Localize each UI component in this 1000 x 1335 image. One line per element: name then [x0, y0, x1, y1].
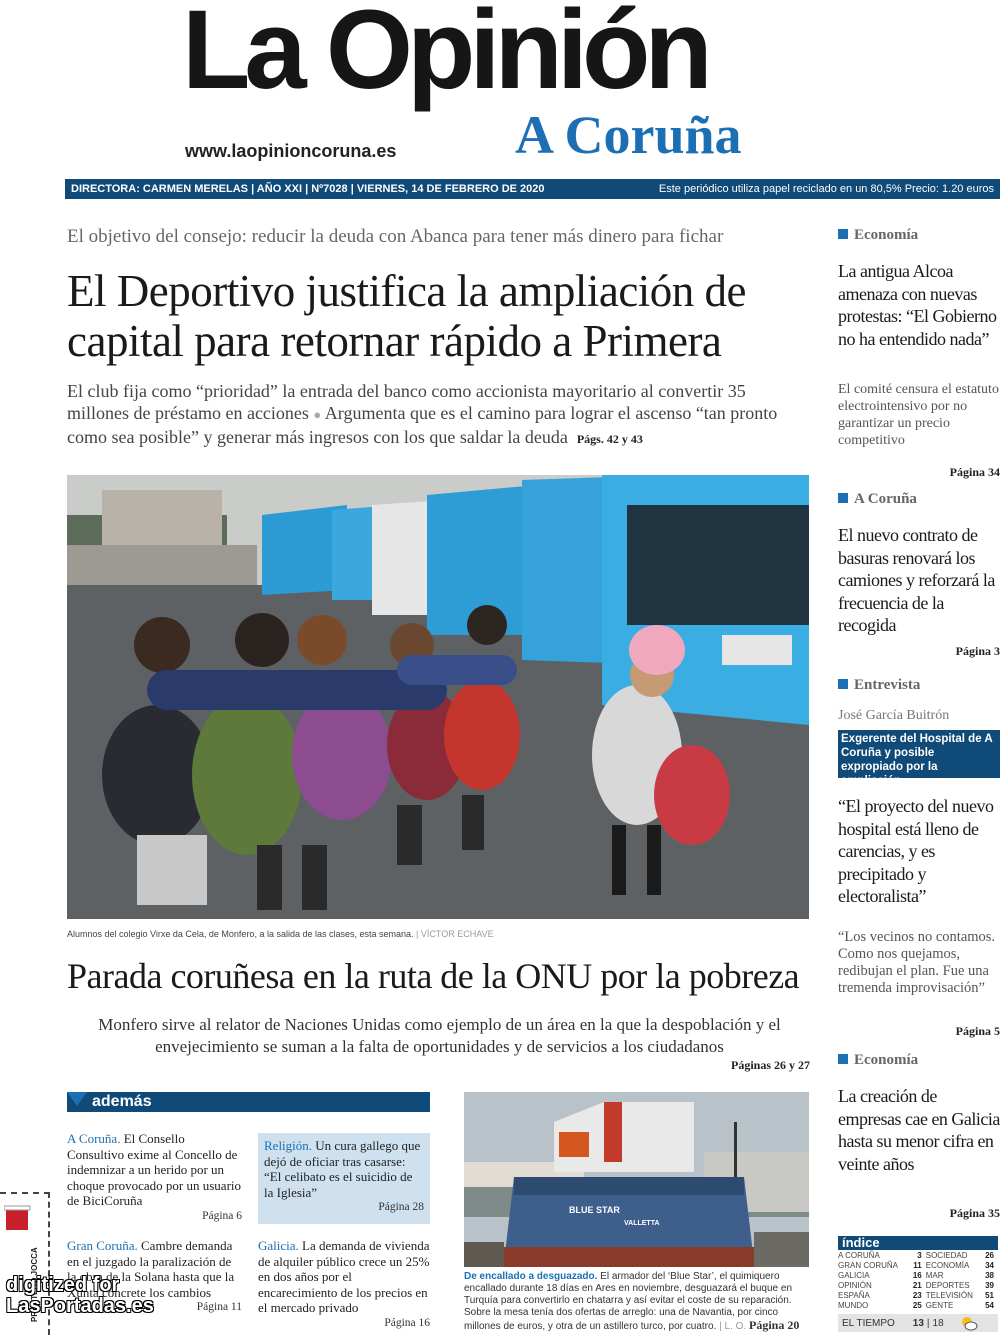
- interview-headline[interactable]: “El proyecto del nuevo hospital está lleno de carencias, y es precipitado y electoralista”: [838, 796, 994, 906]
- square-icon: [838, 1054, 848, 1064]
- indice-row: [838, 1291, 998, 1301]
- indice-section[interactable]: GRAN CORUÑA: [838, 1261, 899, 1270]
- ship-caption-title: De encallado a desguazado.: [464, 1271, 598, 1282]
- ship-page[interactable]: Página 20: [748, 1318, 800, 1332]
- indice-page: 54: [985, 1301, 994, 1310]
- ship-illustration: [464, 1092, 809, 1267]
- indice-section[interactable]: GENTE: [925, 1301, 954, 1310]
- brief-tag: A Coruña.: [67, 1131, 121, 1146]
- indice-row: [838, 1271, 998, 1281]
- indice-section[interactable]: DEPORTES: [925, 1281, 970, 1290]
- square-icon: [838, 493, 848, 503]
- interview-name: José García Buitrón: [838, 708, 950, 723]
- indice-page: 39: [985, 1281, 994, 1290]
- ship-port: VALLETTA: [624, 1220, 660, 1227]
- indice-section[interactable]: MAR: [925, 1271, 944, 1280]
- indice-page: 23: [912, 1291, 922, 1300]
- main-kicker: El objetivo del consejo: reducir la deuda con Abanca para tener más dinero para fichar: [67, 226, 724, 247]
- second-pages[interactable]: Páginas 26 y 27: [730, 1058, 810, 1072]
- brief-page: Página 16: [384, 1316, 430, 1329]
- watermark-line-2: LasPortadas.es: [6, 1295, 154, 1317]
- weather-max: 18: [932, 1317, 944, 1329]
- children-buses-illustration: [67, 475, 809, 919]
- section-label: Economía: [854, 1052, 919, 1068]
- economia-2-page[interactable]: Página 35: [949, 1206, 1000, 1220]
- ship-name: BLUE STAR: [569, 1205, 620, 1215]
- ship-credit: | L. O.: [719, 1321, 747, 1332]
- brief-text: Un cura gallego que dejó de oficiar tras casarse: “El celibato es el suicidio de la Iglesia”: [264, 1138, 421, 1200]
- info-bar-left: DIRECTORA: CARMEN MERELAS | AÑO XXI | Nº7028 | VIERNES, 14 DE FEBRERO DE 2020: [71, 183, 545, 195]
- lead-part-2: Argumenta que es el camino para lograr el ascenso “tan pronto como sea posible” y generar más ingresos con los que saldar la deuda: [67, 403, 778, 447]
- brief-tag: Gran Coruña.: [67, 1238, 138, 1253]
- indice-section[interactable]: TELEVISIÓN: [925, 1291, 973, 1300]
- section-label: Entrevista: [854, 677, 921, 693]
- section-economia-2: [838, 1052, 1000, 1069]
- coruna-headline[interactable]: El nuevo contrato de basuras renovará los camiones y reforzará la frecuencia de la recogida: [838, 525, 995, 635]
- indice-table: [838, 1251, 998, 1311]
- brief-coruna[interactable]: [67, 1131, 242, 1224]
- brief-religion[interactable]: [258, 1133, 430, 1224]
- photo-caption-text: Alumnos del colegio Virxe da Cela, de Monfero, a la salida de las clases, esta semana.: [67, 929, 414, 939]
- ship-caption-text: El armador del ‘Blue Star’, el quimiquero encallado durante 18 días en Ares en noviembre, desguazará el buque en Turquía para convertirlo en chatarra y así evitar el coste de su reparación. Sobre la mesa tenía dos ofertas de arreglo: una de Navantia, por cinco millones de euros, y otra de un astillero turco, por cuatro.: [464, 1271, 793, 1332]
- indice-page: 34: [985, 1261, 994, 1270]
- masthead-city: A Coruña: [515, 105, 742, 165]
- section-label: A Coruña: [854, 491, 917, 507]
- promo-text: PRIMITERO JOCCA: [30, 1247, 39, 1322]
- brief-text: La demanda de vivienda de alquiler público crece un 25% en dos años por el encarecimiento de los precios en el mercado privado: [258, 1238, 430, 1315]
- brief-page: Página 28: [378, 1201, 424, 1213]
- weather-label: EL TIEMPO: [842, 1317, 895, 1329]
- indice-section[interactable]: GALICIA: [838, 1271, 870, 1280]
- masthead-title: La Opinión: [182, 0, 707, 112]
- indice-row: [838, 1281, 998, 1291]
- indice-page: 3: [917, 1251, 922, 1260]
- brief-text: El Consello Consultivo exime al Concello de indemnizar a un herido por un choque provocado por un usuario de BiciCoruña: [67, 1131, 242, 1208]
- indice-page: 25: [912, 1301, 922, 1310]
- economia-1-page[interactable]: Página 34: [949, 465, 1000, 479]
- photo-credit: | VÍCTOR ECHAVE: [416, 929, 494, 939]
- weather-min: 13: [912, 1317, 924, 1329]
- main-pages[interactable]: Págs. 42 y 43: [576, 432, 643, 446]
- sun-cloud-icon: [960, 1315, 978, 1331]
- economia-2-headline[interactable]: La creación de empresas cae en Galicia hasta su menor cifra en veinte años: [838, 1086, 1000, 1174]
- watermark-line-1: digitized for: [6, 1274, 120, 1296]
- indice-page: 26: [985, 1251, 994, 1260]
- section-entrevista: [838, 677, 1000, 694]
- interview-role: Exgerente del Hospital de A Coruña y posible expropiado por la ampliación: [838, 730, 1000, 778]
- brief-text: Cambre demanda en el juzgado la paralización de la obra de la Solana hasta que la Xunta concrete los cambios: [67, 1238, 235, 1300]
- second-subhead: Monfero sirve al relator de Naciones Unidas como ejemplo de un área en la que la despoblación y el envejecimiento se suman a la falta de oportunidades y de servicios a los ciudadanos: [98, 1015, 781, 1056]
- economia-1-body: El comité censura el estatuto electrointensivo por no garantizar un precio competitivo: [838, 382, 999, 448]
- indice-row: [838, 1251, 998, 1261]
- brief-page: Página 6: [202, 1209, 242, 1222]
- site-url[interactable]: www.laopinioncoruna.es: [185, 141, 397, 161]
- brief-galicia[interactable]: [258, 1238, 430, 1331]
- weather-strip: EL TIEMPO 13 | 18: [838, 1314, 998, 1332]
- indice-row: [838, 1301, 998, 1311]
- bullet-icon: ●: [313, 407, 322, 422]
- section-label: Economía: [854, 227, 919, 243]
- ademas-label: además: [92, 1093, 152, 1110]
- indice-section[interactable]: ESPAÑA: [838, 1291, 870, 1300]
- square-icon: [838, 229, 848, 239]
- indice-section[interactable]: MUNDO: [838, 1301, 869, 1310]
- indice-page: 11: [913, 1261, 922, 1270]
- ship-photo[interactable]: [464, 1092, 809, 1267]
- main-lead: [67, 380, 812, 450]
- watermark: [6, 1275, 154, 1317]
- cup-icon: [4, 1198, 34, 1238]
- second-headline[interactable]: Parada coruñesa en la ruta de la ONU por la pobreza: [67, 956, 800, 996]
- ship-caption: [464, 1271, 809, 1333]
- indice-section[interactable]: OPINIÓN: [838, 1281, 872, 1290]
- interview-page[interactable]: Página 5: [955, 1024, 1000, 1038]
- indice-page: 51: [985, 1291, 994, 1300]
- square-icon: [838, 679, 848, 689]
- interview-body: “Los vecinos no contamos. Como nos quejamos, redibujan el plan. Fue una tremenda improvisación”: [838, 929, 996, 996]
- indice-section[interactable]: ECONOMÍA: [925, 1261, 970, 1270]
- info-bar: [65, 179, 1000, 199]
- indice-page: 21: [912, 1281, 922, 1290]
- info-bar-right: Este periódico utiliza papel reciclado en un 80,5% Precio: 1.20 euros: [658, 183, 994, 195]
- indice-page: 38: [985, 1271, 994, 1280]
- triangle-icon: [67, 1092, 87, 1112]
- brief-page: Página 11: [196, 1301, 242, 1313]
- indice-page: 16: [912, 1271, 922, 1280]
- section-economia-1: [838, 227, 1000, 244]
- photo-caption: [67, 929, 494, 939]
- brief-tag: Galicia.: [258, 1238, 299, 1253]
- section-coruna: [838, 491, 1000, 508]
- main-photo[interactable]: [67, 475, 809, 919]
- main-headline[interactable]: El Deportivo justifica la ampliación de capital para retornar rápido a Primera: [67, 266, 747, 366]
- indice-bar: índice: [838, 1236, 998, 1250]
- lead-part-1: El club fija como “prioridad” la entrada del banco como accionista mayoritario al convertir 35 millones de préstamo en acciones: [67, 381, 746, 423]
- brief-tag: Religión.: [264, 1138, 313, 1153]
- coruna-page[interactable]: Página 3: [955, 644, 1000, 658]
- indice-row: [838, 1261, 998, 1271]
- economia-1-headline[interactable]: La antigua Alcoa amenaza con nuevas protestas: “El Gobierno no ha entendido nada”: [838, 261, 997, 349]
- indice-section[interactable]: SOCIEDAD: [925, 1251, 968, 1260]
- indice-section[interactable]: A CORUÑA: [838, 1251, 880, 1260]
